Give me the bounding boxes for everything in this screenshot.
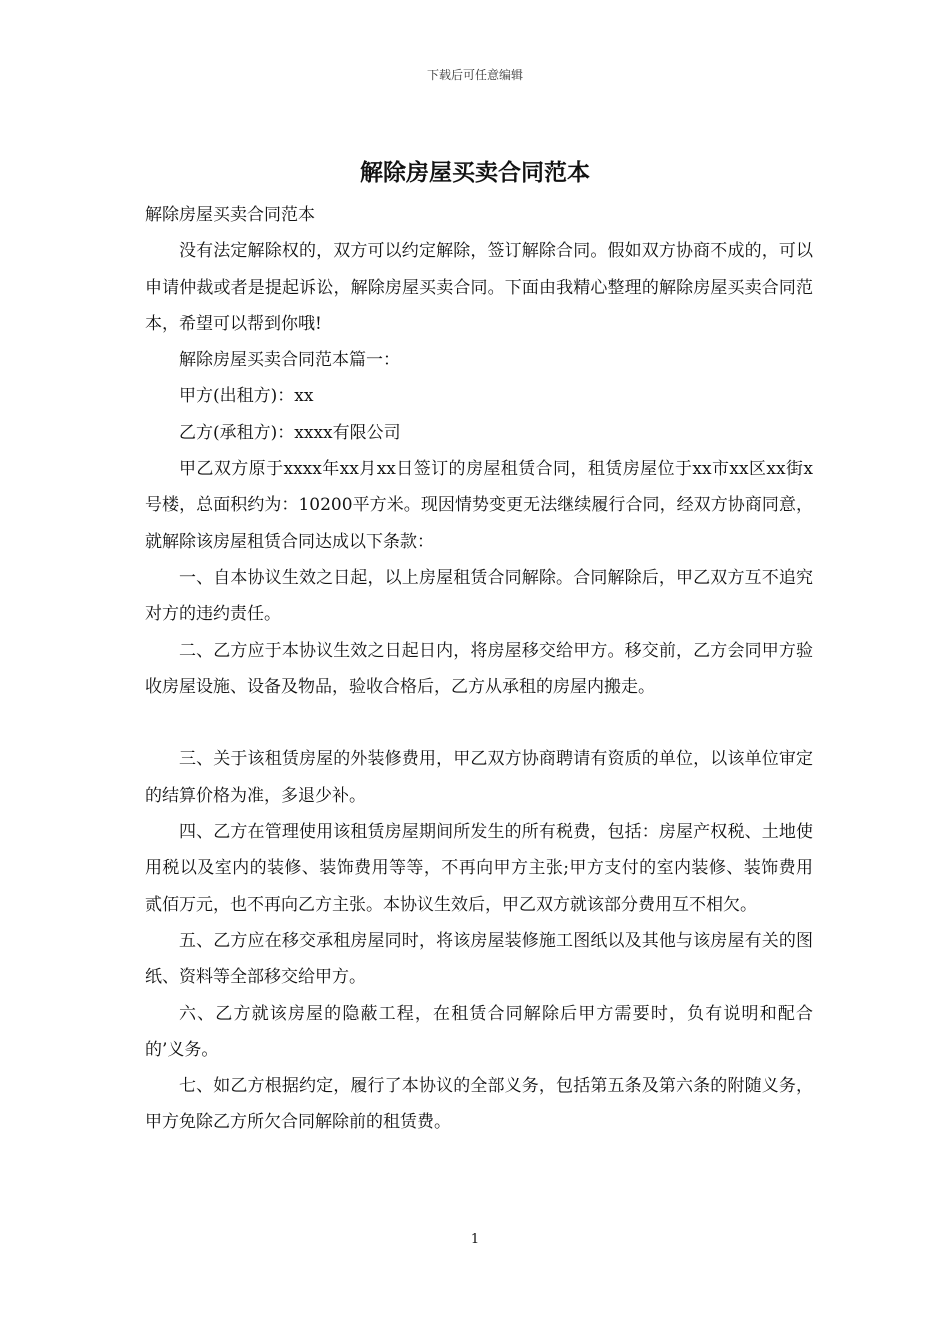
intro-paragraph: 没有法定解除权的，双方可以约定解除，签订解除合同。假如双方协商不成的，可以申请仲裁或者是提起诉讼，解除房屋买卖合同。下面由我精心整理的解除房屋买卖合同范本，希望可以帮到你哦! bbox=[145, 241, 813, 334]
section-heading: 解除房屋买卖合同范本篇一： bbox=[179, 350, 400, 371]
subtitle-line: 解除房屋买卖合同范本 bbox=[145, 205, 315, 225]
clause-7: 七、如乙方根据约定，履行了本协议的全部义务，包括第五条及第六条的附随义务，甲方免除乙方所欠合同解除前的租赁费。 bbox=[145, 1076, 813, 1133]
document-body bbox=[145, 197, 813, 1141]
document-title: 解除房屋买卖合同范本 bbox=[360, 159, 590, 186]
clause-6: 六、乙方就该房屋的隐蔽工程，在租赁合同解除后甲方需要时，负有说明和配合的’义务。 bbox=[145, 1003, 813, 1060]
clause-3: 三、关于该租赁房屋的外装修费用，甲乙双方协商聘请有资质的单位，以该单位审定的结算价格为准，多退少补。 bbox=[145, 749, 813, 806]
clause-5: 五、乙方应在移交承租房屋同时，将该房屋装修施工图纸以及其他与该房屋有关的图纸、资料等全部移交给甲方。 bbox=[145, 930, 813, 988]
clause-4: 四、乙方在管理使用该租赁房屋期间所发生的所有税费，包括：房屋产权税、土地使用税以及室内的装修、装饰费用等等，不再向甲方主张;甲方支付的室内装修、装饰费用贰佰万元，也不再向乙方主张。本协议生效后，甲乙双方就该部分费用互不相欠。 bbox=[145, 822, 813, 915]
clause-1: 一、自本协议生效之日起，以上房屋租赁合同解除。合同解除后，甲乙双方互不追究对方的违约责任。 bbox=[145, 567, 813, 625]
header-note: 下载后可任意编辑 bbox=[426, 68, 523, 82]
page-number: 1 bbox=[470, 1232, 480, 1247]
party-a-line: 甲方(出租方)：xx bbox=[179, 386, 314, 407]
background-paragraph: 甲乙双方原于xxxx年xx月xx日签订的房屋租赁合同，租赁房屋位于xx市xx区xx街x号楼，总面积约为：10200平方米。现因情势变更无法继续履行合同，经双方协商同意，就解除该房屋租赁合同达成以下条款： bbox=[145, 459, 813, 552]
clause-2: 二、乙方应于本协议生效之日起日内，将房屋移交给甲方。移交前，乙方会同甲方验收房屋设施、设备及物品，验收合格后，乙方从承租的房屋内搬走。 bbox=[145, 640, 813, 697]
blank-line bbox=[145, 705, 813, 741]
party-b-line: 乙方(承租方)：xxxx有限公司 bbox=[179, 422, 401, 443]
